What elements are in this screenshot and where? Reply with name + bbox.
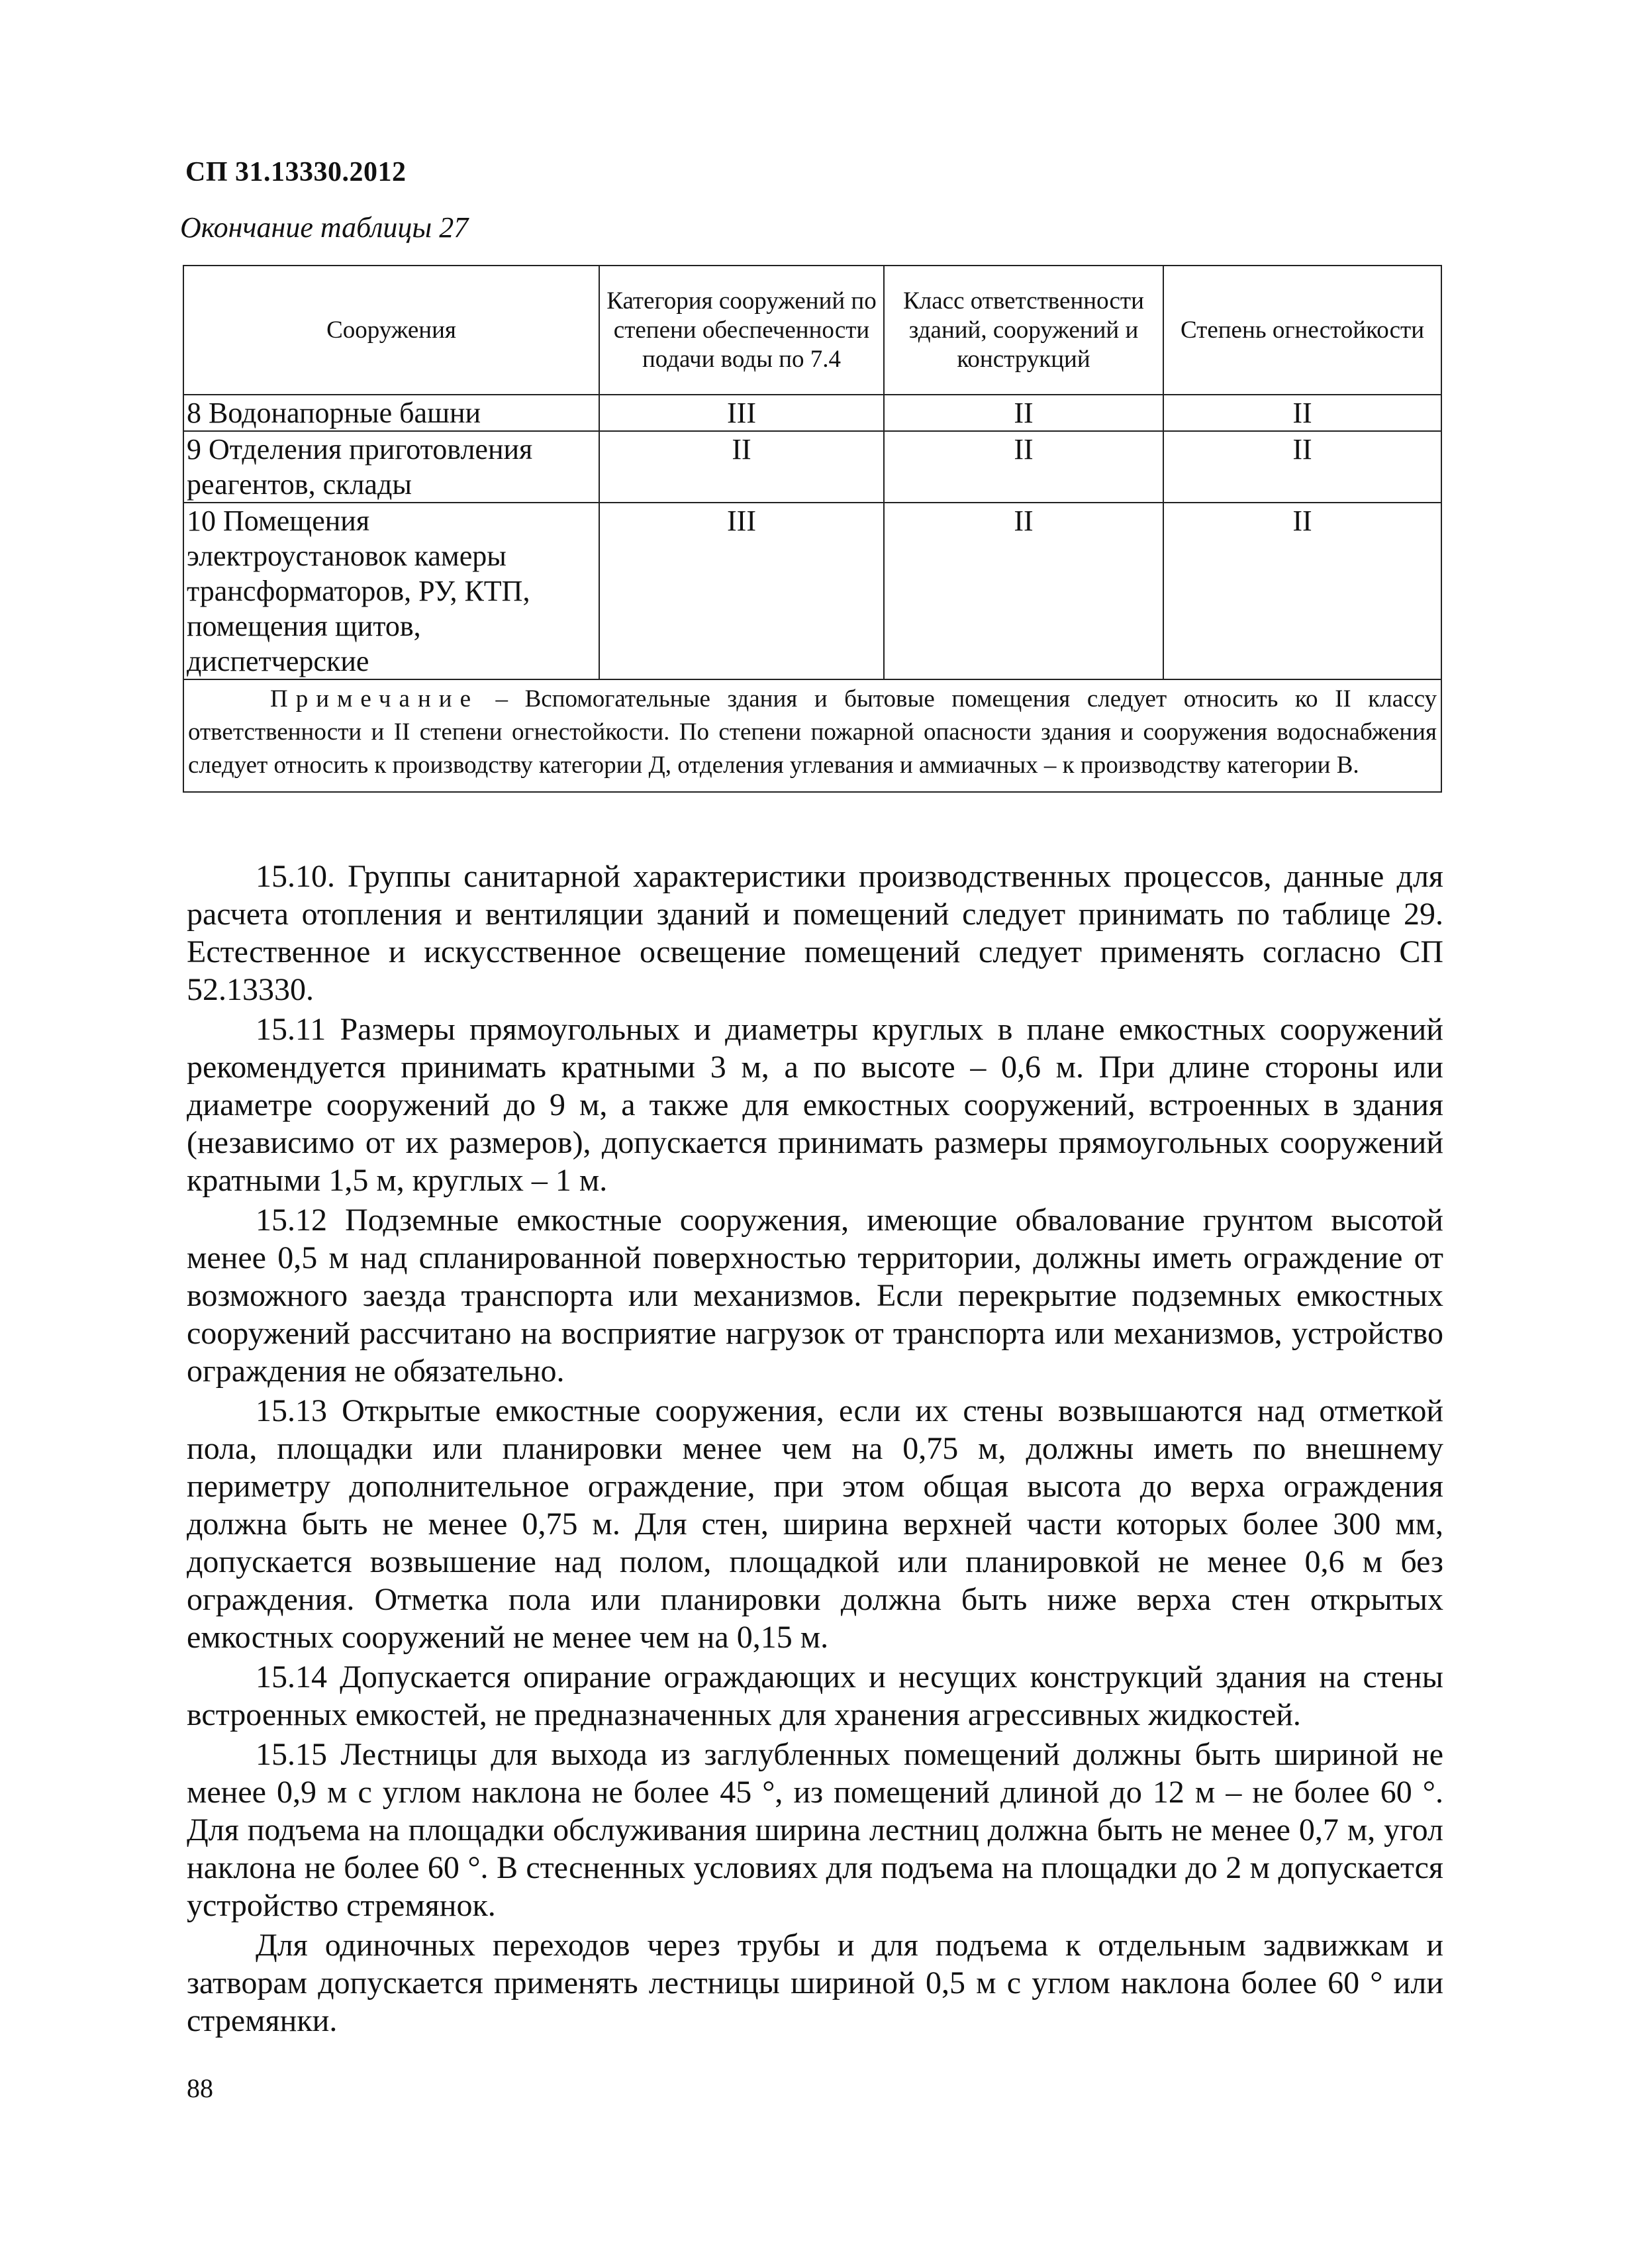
paragraph-15-14: 15.14 Допускается опирание ограждающих и несущих конструкций здания на стены встроенных емкостей, не предназначенных для хранения агрессивных жидкостей. bbox=[187, 1659, 1443, 1732]
paragraph-15-13: 15.13 Открытые емкостные сооружения, если их стены возвышаются над отметкой пола, площадки или планировки менее чем на 0,75 м, должны иметь по внешнему периметру дополнительное ограждение, при этом общая высота до верха ограждения должна быть не менее 0,75 м. Для стен, ширина верхней части которых более 300 мм, допускается возвышение над полом, площадкой или планировкой не менее 0,6 м без ограждения. Отметка пола или планировки должна быть ниже верха стен открытых емкостных сооружений не менее чем на 0,15 м. bbox=[187, 1393, 1443, 1655]
row-fire-resistance: II bbox=[1163, 395, 1441, 431]
table-row bbox=[183, 503, 1441, 679]
structures-table bbox=[183, 265, 1442, 793]
table-row bbox=[183, 431, 1441, 503]
document-code: СП 31.13330.2012 bbox=[185, 157, 407, 187]
row-fire-resistance: II bbox=[1163, 431, 1441, 503]
paragraph-15-10: 15.10. Группы санитарной характеристики производственных процессов, данные для расчета отопления и вентиляции зданий и помещений следует принимать по таблице 29. Естественное и искусственное освещение помещений следует применять согласно СП 52.13330. bbox=[187, 859, 1443, 1007]
row-fire-resistance: II bbox=[1163, 503, 1441, 679]
body-text bbox=[187, 858, 1443, 2042]
table-header-row bbox=[183, 266, 1441, 395]
table-row bbox=[183, 395, 1441, 431]
note-text: – Вспомогательные здания и бытовые помещения следует относить ко II классу ответственности и II степени огнестойкости. По степени пожарной опасности здания и сооружения водоснабжения следует относить к производству категории Д, отделения углевания и аммиачных – к производству категории В. bbox=[188, 685, 1437, 779]
column-header-structures: Сооружения bbox=[183, 266, 599, 395]
row-category: III bbox=[599, 503, 884, 679]
row-structure-name: 10 Помещения электроустановок камеры трансформаторов, РУ, КТП, помещения щитов, диспетчерские bbox=[183, 503, 599, 679]
row-structure-name: 9 Отделения приготовления реагентов, склады bbox=[183, 431, 599, 503]
table-note bbox=[183, 679, 1441, 792]
paragraph-15-12: 15.12 Подземные емкостные сооружения, имеющие обвалование грунтом высотой менее 0,5 м над спланированной поверхностью территории, должны иметь ограждение от возможного заезда транспорта или механизмов. Если перекрытие подземных емкостных сооружений рассчитано на восприятие нагрузок от транспорта или механизмов, устройство ограждения не обязательно. bbox=[187, 1203, 1443, 1389]
column-header-category: Категория сооружений по степени обеспеченности подачи воды по 7.4 bbox=[599, 266, 884, 395]
row-category: III bbox=[599, 395, 884, 431]
paragraph-ladders: Для одиночных переходов через трубы и для подъема к отдельным задвижкам и затворам допускается применять лестницы шириной 0,5 м с углом наклона более 60 ° или стремянки. bbox=[187, 1928, 1443, 2038]
row-responsibility-class: II bbox=[884, 503, 1163, 679]
column-header-fire-resistance: Степень огнестойкости bbox=[1163, 266, 1441, 395]
row-category: II bbox=[599, 431, 884, 503]
paragraph-15-15: 15.15 Лестницы для выхода из заглубленных помещений должны быть шириной не менее 0,9 м с углом наклона не более 45 °, из помещений длиной до 12 м – не более 60 °. Для подъема на площадки обслуживания ширина лестниц должна быть не менее 0,7 м, угол наклона не более 60 °. В стесненных условиях для подъема на площадки до 2 м допускается устройство стремянок. bbox=[187, 1737, 1443, 1923]
paragraph-15-11: 15.11 Размеры прямоугольных и диаметры круглых в плане емкостных сооружений рекомендуется принимать кратными 3 м, а по высоте – 0,6 м. При длине стороны или диаметре сооружений до 9 м, а также для емкостных сооружений, встроенных в здания (независимо от их размеров), допускается принимать размеры прямоугольных сооружений кратными 1,5 м, круглых – 1 м. bbox=[187, 1012, 1443, 1198]
table-note-row bbox=[183, 679, 1441, 792]
table-caption: Окончание таблицы 27 bbox=[180, 211, 469, 244]
note-label: Примечание bbox=[270, 685, 479, 713]
row-responsibility-class: II bbox=[884, 395, 1163, 431]
row-responsibility-class: II bbox=[884, 431, 1163, 503]
row-structure-name: 8 Водонапорные башни bbox=[183, 395, 599, 431]
column-header-responsibility-class: Класс ответственности зданий, сооружений и конструкций bbox=[884, 266, 1163, 395]
page-number: 88 bbox=[187, 2073, 213, 2103]
